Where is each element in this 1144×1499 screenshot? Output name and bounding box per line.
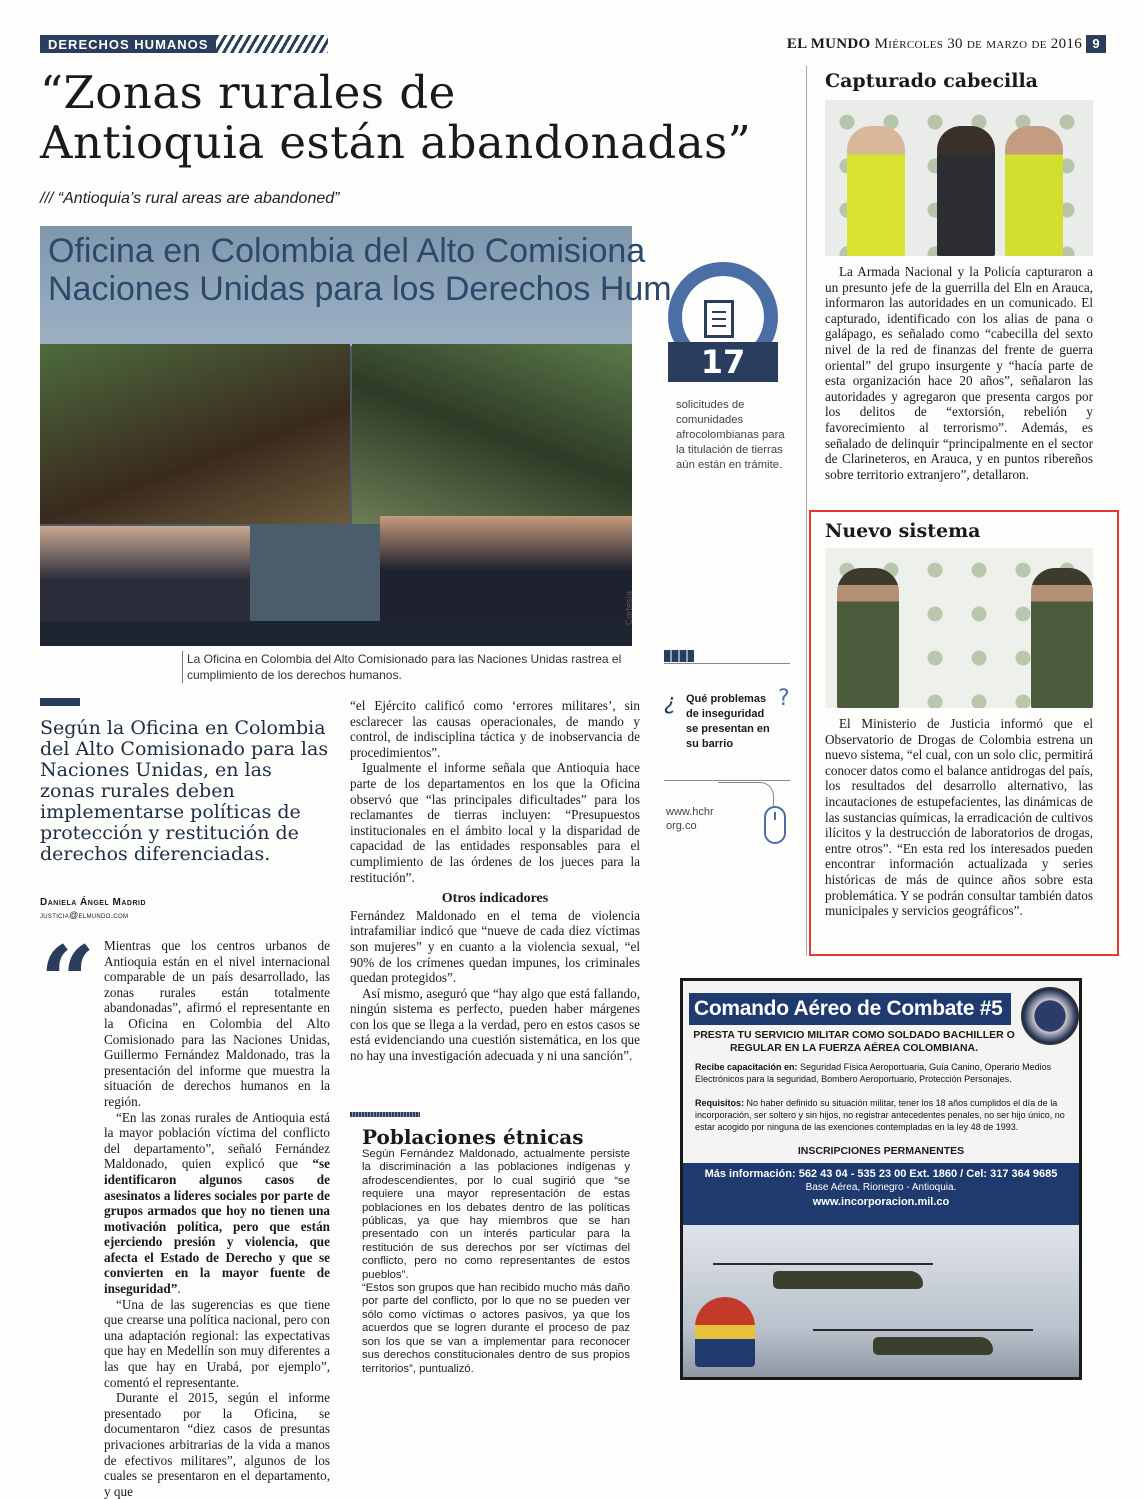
section-hatch-decoration bbox=[216, 35, 328, 53]
reader-question bbox=[664, 686, 794, 750]
ad-requirements-label: Requisitos: bbox=[695, 1098, 745, 1108]
subtitle-otros-indicadores: Otros indicadores bbox=[441, 891, 549, 907]
subtitle-poblaciones-etnicas: Poblaciones étnicas bbox=[362, 1125, 584, 1149]
ad-training-text: Seguridad Física Aeroportuaria, Guía Canino, Operario Medios Electrónicos para la seguridad, Bombero Aeroportuario, Protección Personajes. bbox=[695, 1062, 1052, 1084]
page-number: 9 bbox=[1086, 35, 1106, 53]
paragraph-2-end: . bbox=[177, 1281, 181, 1297]
ad-helicopter-photo bbox=[683, 1225, 1079, 1377]
sidebar-1-photo-officer-left bbox=[847, 126, 905, 256]
sidebar-2-photo bbox=[825, 548, 1093, 708]
paragraph-9: Según Fernández Maldonado, actualmente persiste la discriminación a las poblaciones indígenas y afrodescendientes, por lo cual sugirió que “se requiere una mayor representación de estas poblaciones en los debates dentro de las políticas públicas, ya que hay miembros que se han presentado con un interés particular para la restitución de sus derechos por ser víctimas del conflicto, pero no como representantes de estos pueblos”. bbox=[362, 1148, 630, 1281]
sidebar-2-title: Nuevo sistema bbox=[825, 520, 981, 542]
document-icon bbox=[704, 300, 734, 338]
sidebar-1-body bbox=[825, 264, 1093, 482]
ad-contact-phones: Más información: 562 43 04 - 535 23 00 Ext. 1860 / Cel: 317 364 9685 bbox=[704, 1168, 1058, 1180]
helicopter-icon bbox=[773, 1271, 923, 1289]
photo-banner-text bbox=[48, 232, 672, 308]
paragraph-6: Igualmente el informe señala que Antioquia hace parte de los departamentos en los que la Oficina observó que “las principales dificultades” para los reclamantes de tierras incluyen: “Presupuestos institucionales en el ámbito local y la disparidad de capacidad de las entidades responsables para el cumplimiento de las órdenes de los jueces para la restitución”. bbox=[350, 760, 640, 885]
paragraph-2-highlight: “se identificaron algunos casos de asesinatos a líderes sociales por parte de grupos armados que hoy no tienen una motivación política, pero que están ejerciendo presión y violencia, que afecta el Estado de Derecho y que se convierten en la mayor fuente de inseguridad” bbox=[104, 1156, 330, 1297]
paragraph-7: Fernández Maldonado en el tema de violencia intrafamiliar indicó que “nueve de cada diez víctimas son mujeres” y en cuanto a la violencia sexual, “el 90% de los crímenes quedan impunes, los criminales quedan protegidos”. bbox=[350, 907, 640, 986]
paragraph-1: Mientras que los centros urbanos de Antioquia están en el nivel internacional comparable de un país desarrollado, las zonas rurales están totalmente abandonadas”, afirmó el representante en la Oficina en Colombia del Alto Comisionado para las Naciones Unidas, Guillermo Fernández Maldonado, tras la presentación del informe que muestra la situación de derechos humanos en la región. bbox=[104, 938, 330, 1109]
issue-date: Miércoles 30 de marzo de 2016 bbox=[874, 36, 1082, 52]
paragraph-5: “el Ejército calificó como ‘errores militares’, sin esclarecer las causas operacionales, de mando y control, de indisciplina táctica y de inobservancia de procedimientos”. bbox=[350, 698, 640, 760]
photo-community-image bbox=[40, 344, 350, 524]
deck-accent-bar bbox=[40, 698, 80, 706]
paragraph-8: Así mismo, aseguró que “hay algo que está fallando, ningún sistema es perfecto, pueden haber márgenes con los que se llega a la verdad, pero en estos casos se está evidenciando una cuestión sistemática, en los que no hay una investigación adecuada y ni una sanción”. bbox=[350, 985, 640, 1064]
mouse-icon bbox=[764, 806, 786, 844]
paragraph-2-lead: “En las zonas rurales de Antioquia está la mayor población víctima del conflicto del departamento”, señaló Fernández Maldonado, quien explicó que bbox=[104, 1109, 330, 1172]
sidebar-1-photo-officer-right bbox=[1005, 126, 1063, 256]
drop-quote-mark-icon: “ bbox=[40, 925, 96, 1038]
paragraph-3: “Una de las sugerencias es que tiene que crearse una política nacional, pero con una adaptación regional: las expectativas que hay en Medellín son muy diferentes a las que hay en Urabá, por ejemplo”, comentó el representante. bbox=[104, 1296, 330, 1390]
photo-community-image-2 bbox=[352, 344, 632, 524]
paragraph-4: Durante el 2015, según el informe presentado por la Oficina, se documentaron “diez casos de presuntas privaciones arbitrarias de la vida a manos de efectivos militares”, algunos de los cuales se presentaron en el departamento, y que bbox=[104, 1390, 330, 1499]
source-url-line-2: org.co bbox=[666, 820, 697, 832]
ad-title: Comando Aéreo de Combate #5 bbox=[689, 993, 1011, 1025]
photo-credit: Cortesía bbox=[624, 590, 634, 625]
ad-contact-website: www.incorporacion.mil.co bbox=[812, 1196, 950, 1208]
main-photo bbox=[40, 226, 672, 646]
question-open-icon: ¿ bbox=[664, 690, 676, 715]
sidebar-2-photo-officer-right bbox=[1031, 568, 1093, 708]
sidebar-1-title: Capturado cabecilla bbox=[825, 70, 1038, 92]
paragraph-2 bbox=[104, 1110, 330, 1297]
author-email: justicia@elmundo.com bbox=[40, 910, 129, 920]
poblaciones-accent-bar bbox=[350, 1112, 420, 1117]
photo-caption: La Oficina en Colombia del Alto Comisionado para las Naciones Unidas rastrea el cumplimiento de los derechos humanos. bbox=[182, 651, 622, 683]
article-column-2-poblaciones bbox=[362, 1148, 630, 1376]
question-text: Qué problemas de inseguridad se presentan en su barrio bbox=[686, 693, 770, 750]
author-name: Daniela Ángel Madrid bbox=[40, 897, 146, 908]
section-label: DERECHOS HUMANOS bbox=[40, 35, 216, 53]
mouse-cable-icon bbox=[718, 782, 774, 808]
infographic-divider bbox=[664, 663, 790, 664]
helicopter-icon-2 bbox=[873, 1337, 993, 1355]
ad-inscriptions: INSCRIPCIONES PERMANENTES bbox=[797, 1145, 965, 1157]
sidebar-2-photo-officer-left bbox=[837, 568, 899, 708]
ad-requirements bbox=[695, 1097, 1075, 1133]
article-column-1 bbox=[104, 938, 330, 1499]
sidebar-1-photo bbox=[825, 100, 1093, 256]
photo-banner-line-1: Oficina en Colombia del Alto Comisiona bbox=[48, 232, 646, 270]
advertisement bbox=[680, 978, 1082, 1380]
masthead bbox=[787, 36, 1082, 53]
newspaper-name: EL MUNDO bbox=[786, 36, 871, 52]
ad-requirements-text: No haber definido su situación militar, tener los 18 años cumplidos el día de la incorporación, ser soltero y sin hijos, no registrar antecedentes penales, no ser hijo único, no estar acogido por ninguna de las exenciones contempladas en la ley 48 de 1993. bbox=[695, 1098, 1065, 1132]
subhead-text: “Antioquia’s rural areas are abandoned” bbox=[57, 190, 340, 207]
photo-banner-line-2: Naciones Unidas para los Derechos Hum bbox=[48, 270, 672, 308]
sidebar-2-paragraph: El Ministerio de Justicia informó que el Observatorio de Drogas de Colombia estrena un nuevo sistema, “el cual, con un solo clic, permitirá conocer datos como el balance antidrogas del país, los resultados del desarrollo alternativo, las incautaciones de estupefacientes, las dinámicas de las sustancias químicas, la erradicación de cultivos ilícitos y la destrucción de laboratorios de drogas, entre otros”. “En esta red los interesados pueden encontrar información actualizada y series históricas de más de quince años sobre esta problemática. Y se podrán consultar también datos municipales y servicios geográficos”. bbox=[825, 716, 1093, 919]
ad-training-label: Recibe capacitación en: bbox=[695, 1062, 798, 1072]
photo-table bbox=[40, 621, 632, 646]
ad-contact bbox=[683, 1163, 1079, 1225]
paragraph-10: “Estos son grupos que han recibido mucho más daño por parte del conflicto, por lo que no se pueden ver sólo como víctimas o actores pasivos, ya que los acuerdos que se logren durante el proceso de paz son los que se van a implementar para reconocer sus derechos constitucionales dentro de sus propios territorios”, puntualizó. bbox=[362, 1282, 630, 1375]
source-url bbox=[666, 805, 714, 833]
article-headline bbox=[40, 68, 800, 168]
infographic-text: solicitudes de comunidades afrocolombianas para la titulación de tierras aún están en trámite. bbox=[676, 399, 785, 471]
article-column-2 bbox=[350, 698, 640, 1064]
sidebar-2-body bbox=[825, 716, 1093, 919]
subhead-marker: /// bbox=[40, 190, 54, 207]
source-url-line-1: www.hchr bbox=[666, 806, 714, 818]
article-deck: Según la Oficina en Colombia del Alto Comisionado para las Naciones Unidas, en las zonas rurales deben implementarse políticas de protección y restitución de derechos diferenciadas. bbox=[40, 717, 329, 865]
infographic-bar-decoration bbox=[664, 650, 694, 662]
headline-line-1: “Zonas rurales de bbox=[40, 66, 456, 119]
ad-contact-address: Base Aérea, Rionegro - Antioquia. bbox=[805, 1182, 957, 1193]
ad-training bbox=[695, 1061, 1075, 1085]
question-close-icon: ? bbox=[778, 686, 790, 711]
article-subhead bbox=[40, 190, 339, 208]
infographic-number: 17 bbox=[668, 342, 778, 382]
ad-lead: PRESTA TU SERVICIO MILITAR COMO SOLDADO BACHILLER O REGULAR EN LA FUERZA AÉREA COLOMBIANA. bbox=[693, 1029, 1015, 1054]
ad-seal-icon bbox=[1021, 987, 1079, 1045]
sidebar-1-paragraph: La Armada Nacional y la Policía capturaron a un presunto jefe de la guerrilla del Eln en Arauca, informaron las autoridades en un comunicado. El capturado, identificado con los alias de pana o galápago, es señalado como “cabecilla del sexto nivel de la red de finanzas del frente de guerra oriental” del grupo insurgente y “hacía parte de esta organización hace 20 años”, señalaron las autoridades y agregaron que presenta cargos por los delitos de “extorsión, rebelión y favorecimiento al terrorismo”. Además, es señalado de delinquir “principalmente en el sector de Clarineteros, en Arauca, y en puntos ribereños sobre territorio extranjero”, detallaron. bbox=[825, 264, 1093, 482]
sidebar-1-photo-captured-man bbox=[937, 126, 995, 256]
infographic-divider-2 bbox=[664, 780, 790, 781]
headline-line-2: Antioquia están abandonadas” bbox=[40, 116, 752, 169]
column-divider bbox=[806, 66, 807, 956]
air-force-crest-icon bbox=[695, 1297, 755, 1367]
